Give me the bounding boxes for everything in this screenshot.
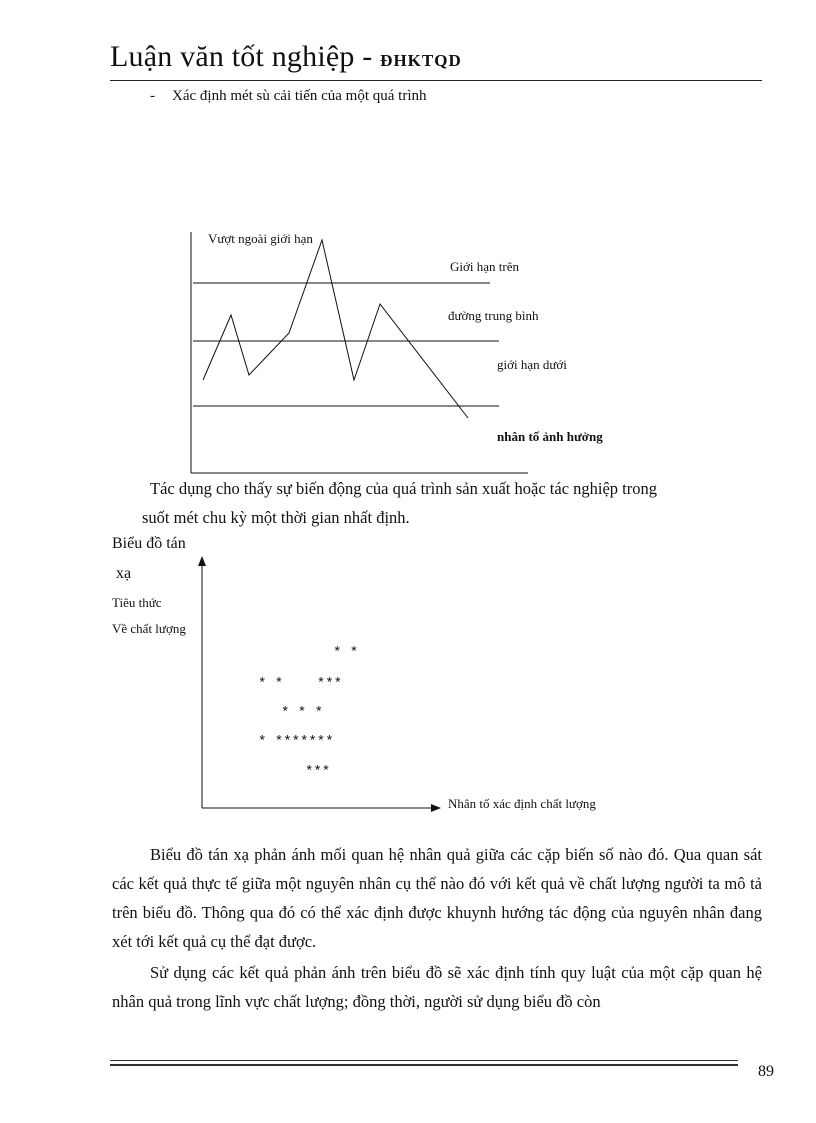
scatter-x-label: Nhân tố xác định chất lượng <box>448 796 596 811</box>
bullet-text: Xác định mét sù cải tiến của một quá trình <box>172 88 427 104</box>
label-factor: nhân tố ảnh hưởng <box>497 429 603 444</box>
scatter-row: * * <box>333 645 359 661</box>
footer-rule <box>110 1060 738 1061</box>
paragraph-line: suốt mét chu kỳ một thời gian nhất định. <box>142 508 410 527</box>
scatter-row: * ******* <box>258 734 334 750</box>
scatter-title-line1: Biểu đồ tán <box>112 535 186 552</box>
scatter-y-label-line1: Tiêu thức <box>112 595 162 610</box>
scatter-x-arrow <box>431 804 441 812</box>
scatter-title-line2: xạ <box>116 565 132 582</box>
label-center-line: đường trung bình <box>448 308 539 323</box>
scatter-row: * * * <box>281 705 324 721</box>
label-out-of-limits: Vượt ngoài giới hạn <box>208 231 313 246</box>
bullet-dash: - <box>150 88 155 104</box>
label-lower-limit: giới hạn dưới <box>497 357 567 372</box>
scatter-row: *** <box>305 764 331 780</box>
scatter-y-arrow <box>198 556 206 566</box>
page-number: 89 <box>758 1063 774 1080</box>
header-tag: ĐHKTQD <box>380 51 462 70</box>
paragraph-text: Biểu đồ tán xạ phản ánh mối quan hệ nhân quả giữa các cặp biến số nào đó. Qua quan sát các kết quả thực tế giữa một nguyên nhân cụ thể nào đó với kết quả về chất lượng người ta mô tả trên biểu đồ. Thông qua đó có thể xác định được khuynh hướng tác động của nguyên nhân đang xét tới kết quả cụ thể đạt được. <box>112 845 762 951</box>
paragraph-line: Tác dụng cho thấy sự biến động của quá trình sản xuất hoặc tác nghiệp trong <box>150 479 658 498</box>
paragraph-text: Sử dụng các kết quả phản ánh trên biểu đồ sẽ xác định tính quy luật của một cặp quan hệ nhân quả trong lĩnh vực chất lượng; đồng thời, người sử dụng biểu đồ còn <box>112 963 762 1011</box>
label-upper-limit: Giới hạn trên <box>450 259 519 274</box>
header-title: Luận văn tốt nghiệp - <box>110 40 381 73</box>
scatter-row: * * *** <box>258 676 343 692</box>
scatter-y-label-line2: Về chất lượng <box>112 621 186 636</box>
paragraph-scatter-explanation <box>112 840 762 956</box>
paragraph-scatter-usage <box>112 958 762 1016</box>
footer-rule <box>110 1064 738 1066</box>
